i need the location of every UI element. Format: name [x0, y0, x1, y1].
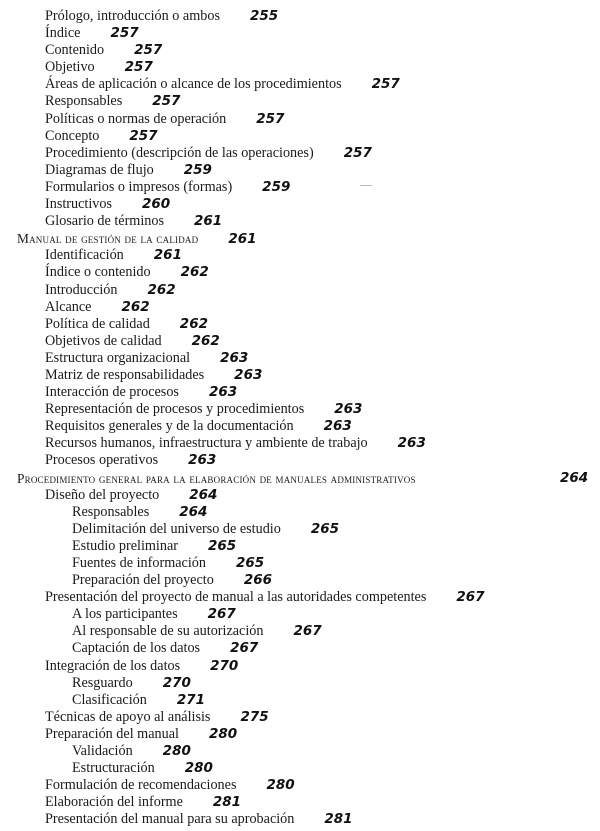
- toc-entry-title: Identificación: [45, 247, 124, 264]
- toc-page-number: 263: [323, 418, 352, 435]
- toc-page-number: 261: [153, 247, 182, 264]
- toc-entry-title: Índice o contenido: [45, 264, 151, 281]
- toc-entry: [0, 606, 600, 623]
- toc-page-number: 261: [228, 231, 257, 248]
- toc-entry: [0, 709, 600, 726]
- toc-entry-title: Preparación del proyecto: [72, 572, 214, 589]
- toc-entry: [0, 452, 600, 469]
- toc-entry: [0, 384, 600, 401]
- toc-page-number: 280: [208, 725, 238, 742]
- toc-page-number: 255: [249, 8, 279, 24]
- toc-page-number: 257: [129, 127, 158, 144]
- toc-entry: [0, 247, 600, 264]
- toc-entry-title: Introducción: [45, 281, 118, 298]
- toc-page-number: 271: [176, 691, 206, 708]
- toc-page-number: 263: [188, 452, 217, 469]
- toc-entry-title: Resguardo: [72, 674, 133, 691]
- toc-entry-title: A los participantes: [72, 606, 178, 623]
- toc-entry-title: Delimitación del universo de estudio: [72, 520, 281, 537]
- toc-entry-title: Índice: [45, 25, 81, 42]
- toc-entry-title: Política de calidad: [45, 315, 150, 332]
- toc-entry-title: Prólogo, introducción o ambos: [45, 8, 220, 24]
- toc-entry-title: Elaboración del informe: [45, 794, 183, 811]
- toc-page-number: 270: [162, 674, 191, 691]
- toc-entry: [0, 555, 600, 572]
- toc-entry-title: Diseño del proyecto: [45, 486, 160, 503]
- toc-entry: [0, 128, 600, 145]
- toc-entry: [0, 8, 600, 25]
- toc-page-number: 281: [212, 794, 242, 811]
- toc-page-number: 262: [121, 298, 150, 315]
- toc-entry: [0, 811, 600, 828]
- toc-entry: [0, 401, 600, 418]
- toc-entry-title: Concepto: [45, 127, 100, 144]
- toc-entry-title: Recursos humanos, infraestructura y ambiente de trabajo: [45, 435, 368, 452]
- toc-entry: [0, 111, 600, 128]
- toc-entry-title: Integración de los datos: [45, 657, 181, 674]
- toc-entry: [0, 640, 600, 657]
- toc-page-number: 265: [235, 555, 265, 571]
- toc-entry-title: Responsables: [72, 503, 150, 520]
- toc-entry-title: Políticas o normas de operación: [45, 110, 227, 127]
- toc-page-number: 262: [180, 264, 209, 281]
- toc-page-number: 259: [183, 161, 212, 178]
- scan-artifact: [360, 185, 372, 186]
- toc-entry: [0, 435, 600, 452]
- toc-page-number: 261: [194, 213, 223, 230]
- toc-entry: [0, 299, 600, 316]
- toc-entry-title: Diagramas de flujo: [45, 161, 154, 178]
- toc-page-number: 257: [343, 144, 372, 161]
- toc-page-number: 270: [210, 657, 239, 674]
- toc-page-number: 257: [110, 25, 139, 42]
- toc-page-number: 263: [397, 435, 426, 452]
- toc-entry: [0, 25, 600, 42]
- toc-entry: [0, 726, 600, 743]
- toc-entry-title: Estructuración: [72, 760, 155, 777]
- toc-entry-title: Contenido: [45, 42, 105, 59]
- toc-entry: [0, 42, 600, 59]
- toc-page-number: 267: [293, 623, 322, 640]
- table-of-contents: [0, 8, 600, 829]
- toc-entry-title: Representación de procesos y procedimientos: [45, 401, 305, 418]
- toc-page-number: 266: [243, 572, 273, 589]
- toc-page-number: 263: [334, 401, 363, 418]
- toc-entry-title: Instructivos: [45, 196, 112, 213]
- toc-entry: [0, 316, 600, 333]
- toc-entry: [0, 675, 600, 692]
- toc-entry: [0, 487, 600, 504]
- toc-entry: [0, 572, 600, 589]
- toc-entry-title: Objetivos de calidad: [45, 332, 162, 349]
- toc-page-number: 265: [208, 537, 237, 554]
- toc-section-heading: [0, 230, 600, 247]
- toc-entry: [0, 333, 600, 350]
- toc-entry: [0, 196, 600, 213]
- toc-entry-title: Alcance: [45, 298, 92, 315]
- toc-entry-title: Estructura organizacional: [45, 349, 191, 366]
- toc-page-number: 267: [456, 589, 485, 606]
- toc-entry: [0, 59, 600, 76]
- toc-entry: [0, 589, 600, 606]
- toc-entry-title: Manual de gestión de la calidad: [17, 231, 199, 247]
- toc-page-number: 263: [208, 384, 238, 401]
- toc-page-number: 257: [124, 59, 153, 76]
- toc-entry-title: Presentación del manual para su aprobación: [45, 811, 295, 828]
- toc-page-number: 257: [152, 93, 181, 110]
- toc-page-number: 264: [179, 503, 208, 520]
- toc-entry: [0, 504, 600, 521]
- toc-entry-title: Glosario de términos: [45, 213, 164, 230]
- toc-entry-title: Al responsable de su autorización: [72, 623, 264, 640]
- toc-entry: [0, 418, 600, 435]
- toc-page-number: 257: [134, 42, 163, 59]
- toc-entry: [0, 658, 600, 675]
- toc-page-number: 257: [256, 110, 285, 127]
- toc-page-number: 280: [266, 777, 295, 794]
- toc-page-number: 264: [189, 486, 218, 503]
- toc-entry-title: Estudio preliminar: [72, 537, 178, 554]
- toc-page-number: 262: [191, 332, 220, 349]
- toc-entry: [0, 777, 600, 794]
- toc-entry: [0, 350, 600, 367]
- toc-entry-title: Procedimiento (descripción de las operaciones): [45, 144, 314, 161]
- toc-entry: [0, 264, 600, 281]
- toc-entry-title: Procedimiento general para la elaboración de manuales administrativos: [17, 470, 416, 486]
- toc-entry: [0, 93, 600, 110]
- toc-page-number: 275: [240, 708, 269, 725]
- toc-entry-title: Responsables: [45, 93, 123, 110]
- toc-page-number: 257: [371, 76, 400, 93]
- toc-entry-title: Formulación de recomendaciones: [45, 777, 237, 794]
- toc-page-number: 280: [162, 743, 191, 760]
- toc-entry-title: Presentación del proyecto de manual a las autoridades competentes: [45, 589, 427, 606]
- toc-entry-title: Validación: [72, 743, 133, 760]
- toc-page-number: 281: [324, 811, 353, 828]
- toc-entry: [0, 367, 600, 384]
- toc-page-number: 259: [262, 178, 291, 195]
- toc-page-number: 262: [147, 281, 176, 298]
- toc-page-number: 267: [230, 640, 259, 657]
- toc-entry-title: Técnicas de apoyo al análisis: [45, 708, 211, 725]
- toc-entry: [0, 145, 600, 162]
- toc-entry: [0, 623, 600, 640]
- toc-entry: [0, 760, 600, 777]
- toc-page-number: 265: [310, 520, 340, 537]
- toc-entry: [0, 692, 600, 709]
- toc-entry: [0, 794, 600, 811]
- toc-entry: [0, 162, 600, 179]
- toc-page-number: 263: [234, 366, 263, 383]
- toc-entry-title: Objetivo: [45, 59, 95, 76]
- toc-entry-title: Clasificación: [72, 691, 147, 708]
- toc-entry: [0, 538, 600, 555]
- toc-entry-title: Captación de los datos: [72, 640, 201, 657]
- toc-entry-title: Fuentes de información: [72, 555, 206, 571]
- toc-page-number: 263: [220, 349, 249, 366]
- toc-entry-title: Procesos operativos: [45, 452, 159, 469]
- toc-entry-title: Preparación del manual: [45, 725, 179, 742]
- toc-page-number: 267: [207, 606, 236, 623]
- toc-page-number: 264: [560, 469, 589, 486]
- toc-entry: [0, 179, 600, 196]
- toc-entry-title: Requisitos generales y de la documentación: [45, 418, 294, 435]
- toc-entry: [0, 743, 600, 760]
- toc-entry-title: Áreas de aplicación o alcance de los procedimientos: [45, 76, 342, 93]
- toc-page-number: 262: [179, 315, 208, 332]
- toc-entry: [0, 521, 600, 538]
- toc-entry-title: Formularios o impresos (formas): [45, 178, 233, 195]
- toc-page-number: 260: [142, 196, 171, 213]
- toc-entry: [0, 282, 600, 299]
- toc-entry: [0, 76, 600, 93]
- toc-page-number: 280: [184, 760, 213, 777]
- toc-section-heading: [0, 470, 600, 487]
- toc-entry-title: Interacción de procesos: [45, 384, 179, 401]
- toc-entry-title: Matriz de responsabilidades: [45, 366, 205, 383]
- toc-entry: [0, 213, 600, 230]
